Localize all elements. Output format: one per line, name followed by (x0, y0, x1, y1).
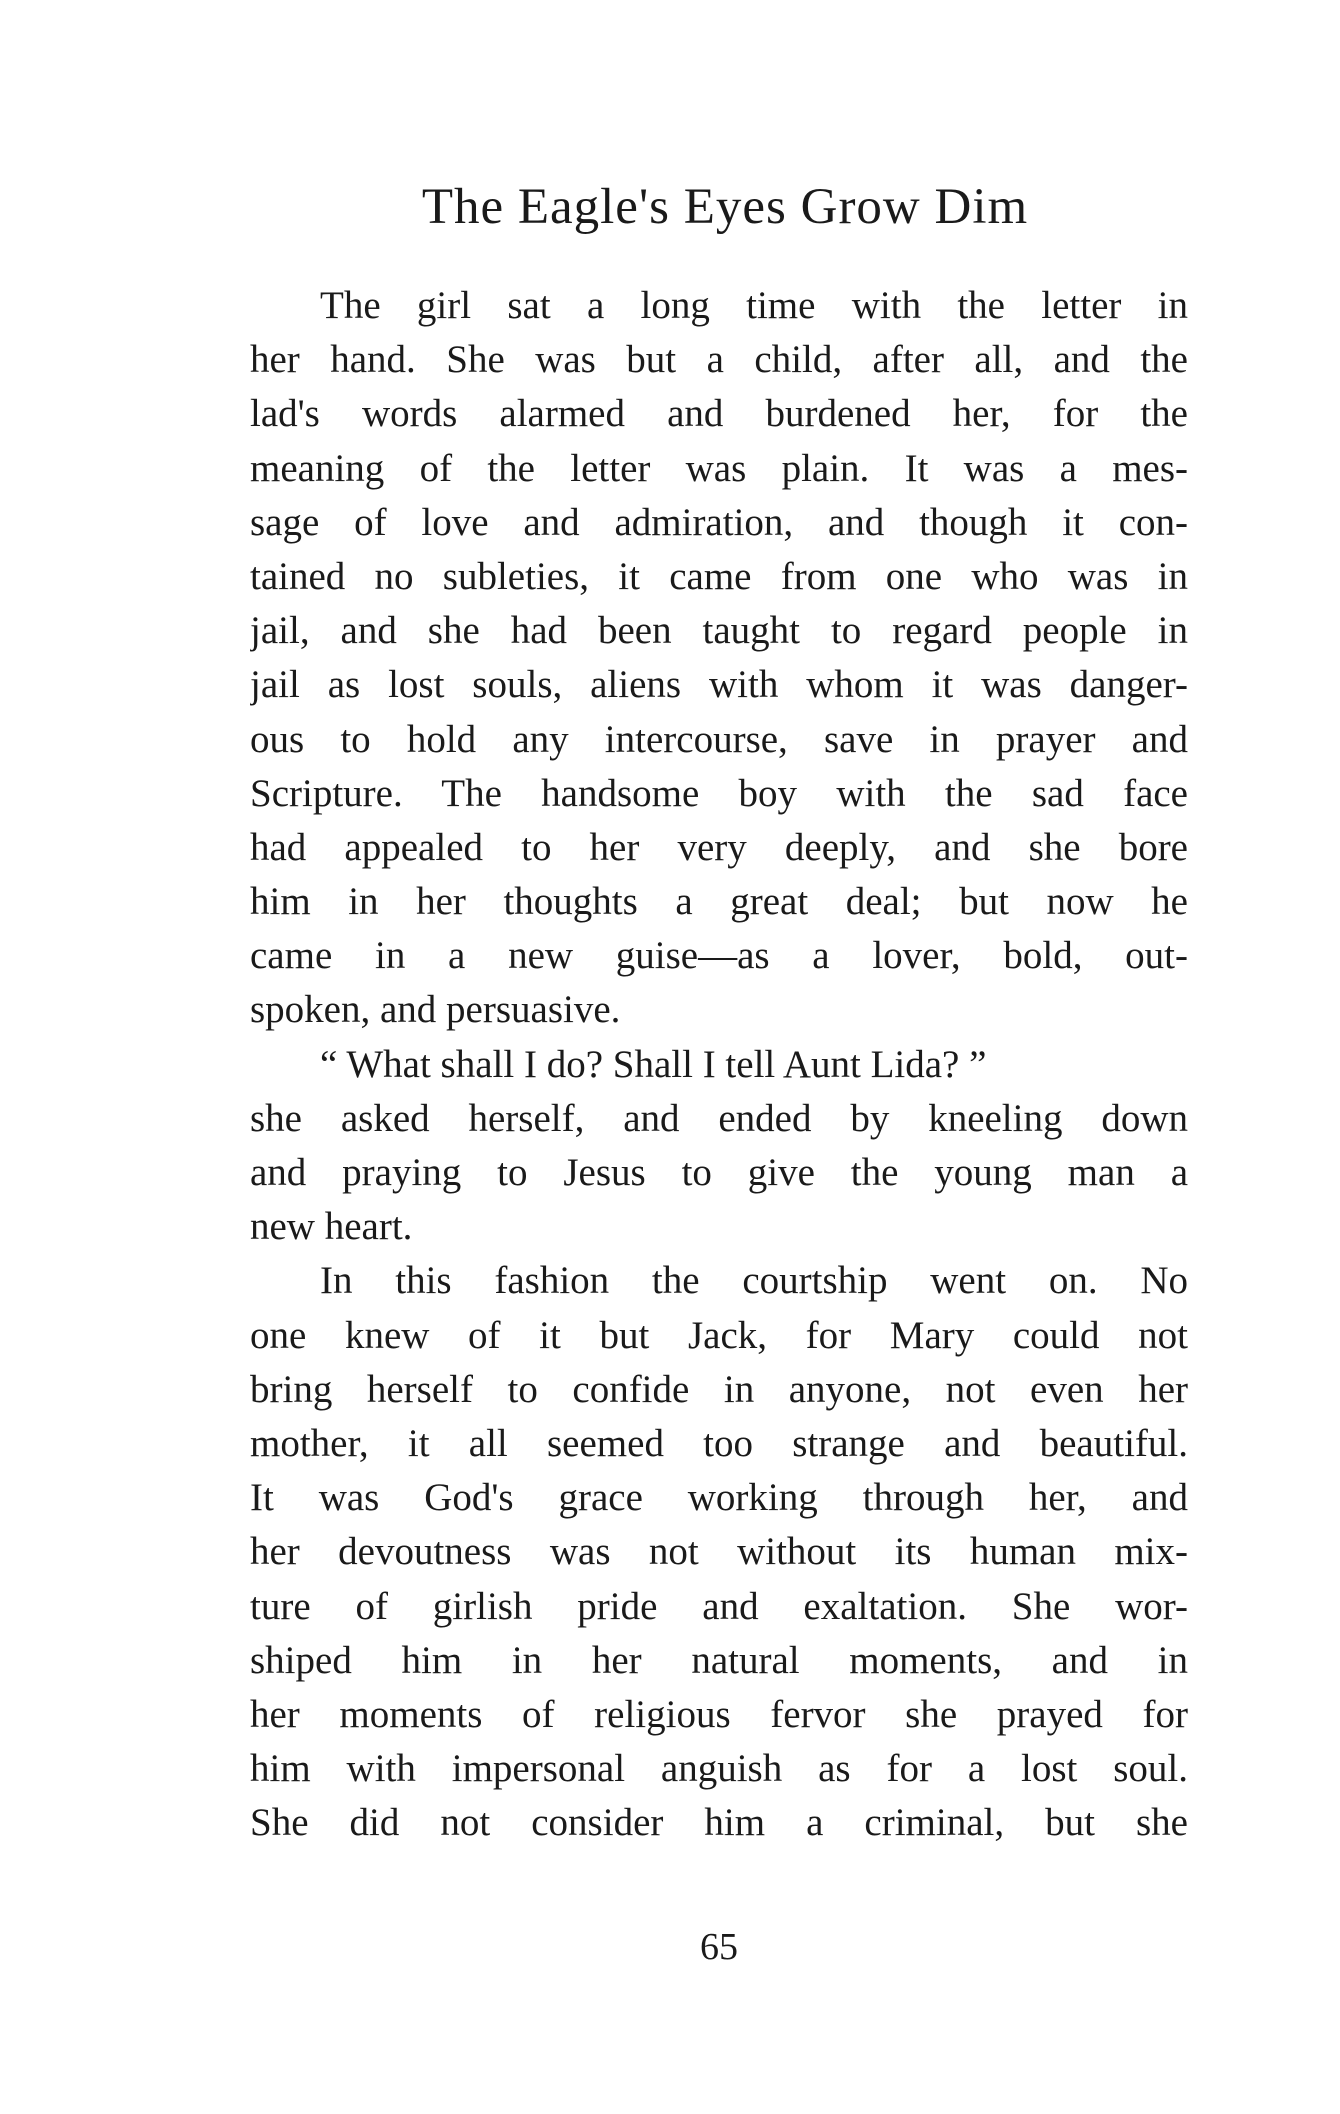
text-line: her devoutness was not without its human mix- (250, 1530, 1188, 1574)
text-line: had appealed to her very deeply, and she bore (250, 825, 1188, 869)
text-line: ture of girlish pride and exaltation. She wor- (250, 1584, 1188, 1628)
text-line: him in her thoughts a great deal; but now he (250, 880, 1188, 924)
text-line: shiped him in her natural moments, and in (250, 1638, 1188, 1682)
text-line: jail, and she had been taught to regard people in (250, 609, 1188, 653)
text-line: one knew of it but Jack, for Mary could not (250, 1313, 1188, 1357)
text-line: The girl sat a long time with the letter in (320, 284, 1188, 327)
text-line: and praying to Jesus to give the young man a (250, 1151, 1188, 1194)
text-line: she asked herself, and ended by kneeling down (250, 1096, 1188, 1140)
text-line: her moments of religious fervor she prayed for (250, 1692, 1188, 1736)
text-line: bring herself to confide in anyone, not even her (250, 1367, 1188, 1411)
text-line: sage of love and admiration, and though it con- (250, 500, 1188, 544)
text-line: spoken, and persuasive. (250, 988, 621, 1032)
text-line: “ What shall I do? Shall I tell Aunt Lida? ” (320, 1042, 987, 1086)
text-line: him with impersonal anguish as for a lost soul. (250, 1747, 1188, 1791)
text-line: tained no subleties, it came from one who was in (250, 554, 1188, 598)
text-line: jail as lost souls, aliens with whom it was danger- (250, 663, 1188, 707)
text-line: She did not consider him a criminal, but she (250, 1801, 1188, 1845)
text-line: new heart. (250, 1205, 413, 1249)
body-text (250, 279, 1188, 1850)
text-line: lad's words alarmed and burdened her, for the (250, 392, 1188, 436)
text-line: In this fashion the courtship went on. No (320, 1259, 1188, 1303)
text-line: meaning of the letter was plain. It was a mes- (250, 446, 1188, 490)
text-line: mother, it all seemed too strange and beautiful. (250, 1421, 1188, 1465)
text-line: ous to hold any intercourse, save in prayer and (250, 717, 1188, 761)
page-number: 65 (700, 1926, 738, 1968)
text-line: It was God's grace working through her, and (250, 1476, 1188, 1520)
text-line: came in a new guise—as a lover, bold, out- (250, 934, 1188, 978)
text-line: her hand. She was but a child, after all, and the (250, 338, 1188, 382)
text-line: Scripture. The handsome boy with the sad face (250, 771, 1188, 815)
running-head: The Eagle's Eyes Grow Dim (421, 179, 1029, 235)
